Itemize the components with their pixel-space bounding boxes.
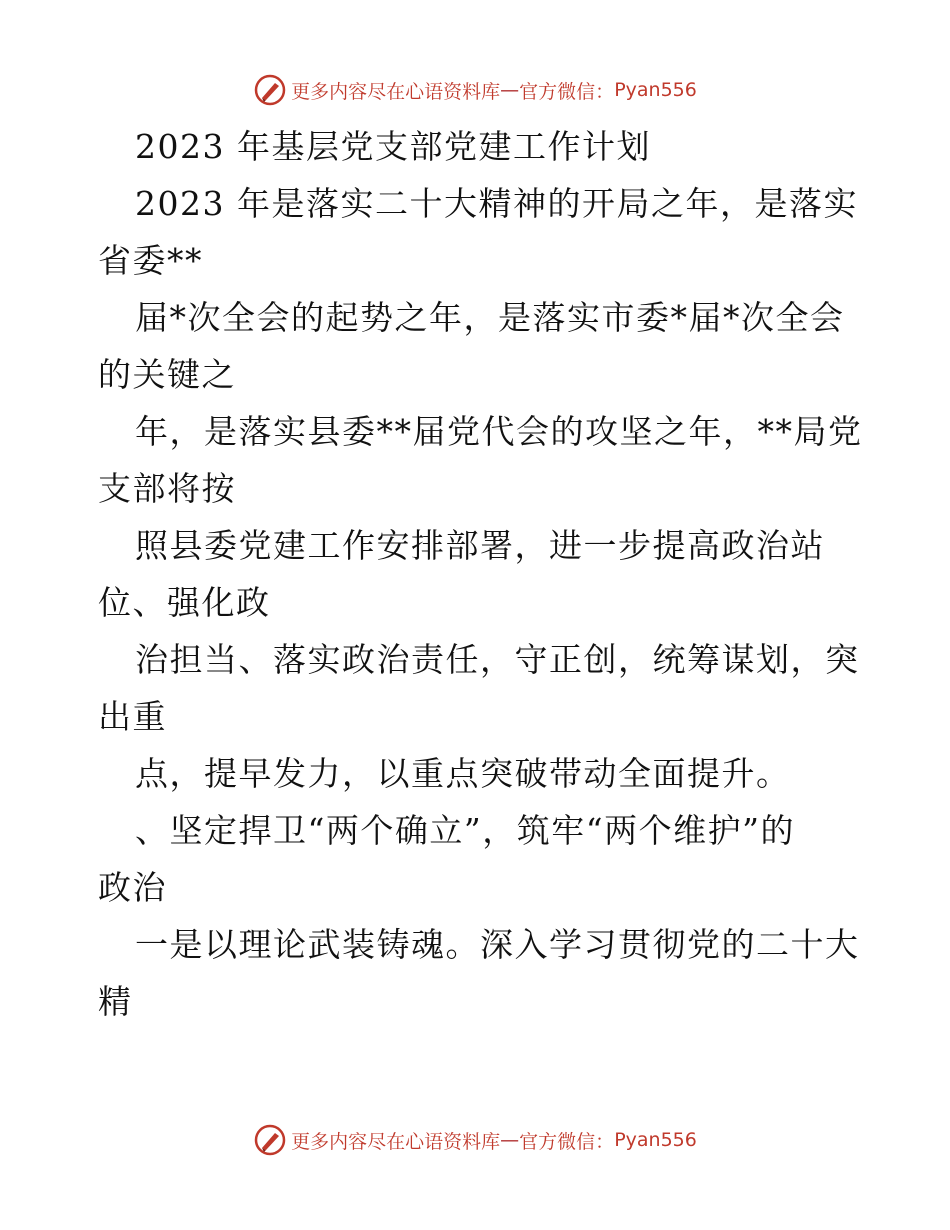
watermark-text: 更多内容尽在心语资料库 [291, 1130, 501, 1153]
paragraph-line: 省委** [98, 241, 203, 280]
watermark-separator: — [500, 1129, 520, 1151]
paragraph-line: 、坚定捍卫“两个确立”，筑牢“两个维护”的 [135, 811, 795, 850]
watermark-wechat-id: Pyan556 [614, 1129, 697, 1151]
watermark-separator: — [500, 79, 520, 101]
paragraph-line: 年，是落实县委**届党代会的攻坚之年，**局党 [135, 412, 863, 451]
document-title: 2023 年基层党支部党建工作计划 [135, 127, 651, 166]
paragraph-line: 精 [98, 982, 133, 1021]
document-body [98, 118, 863, 1030]
watermark-banner-bottom [0, 1120, 950, 1160]
watermark-official: 官方微信： [519, 80, 615, 103]
paragraph-line: 政治 [98, 868, 167, 907]
paragraph-line: 位、强化政 [98, 583, 271, 622]
watermark-wechat-id: Pyan556 [614, 79, 697, 101]
paragraph-line: 届*次全会的起势之年，是落实市委*届*次全会 [135, 298, 845, 337]
paragraph-line: 2023 年是落实二十大精神的开局之年，是落实 [135, 184, 858, 223]
paragraph-line: 点，提早发力，以重点突破带动全面提升。 [135, 754, 791, 793]
watermark-banner-top [0, 70, 950, 110]
paragraph-line: 支部将按 [98, 469, 236, 508]
paragraph-line: 的关键之 [98, 355, 236, 394]
pen-logo-icon [253, 1123, 287, 1157]
paragraph-line: 一是以理论武装铸魂。深入学习贯彻党的二十大 [135, 925, 860, 964]
paragraph-line: 治担当、落实政治责任，守正创，统筹谋划，突 [135, 640, 860, 679]
paragraph-line: 照县委党建工作安排部署，进一步提高政治站 [135, 526, 825, 565]
pen-logo-icon [253, 73, 287, 107]
watermark-official: 官方微信： [519, 1130, 615, 1153]
paragraph-line: 出重 [98, 697, 167, 736]
watermark-text: 更多内容尽在心语资料库 [291, 80, 501, 103]
